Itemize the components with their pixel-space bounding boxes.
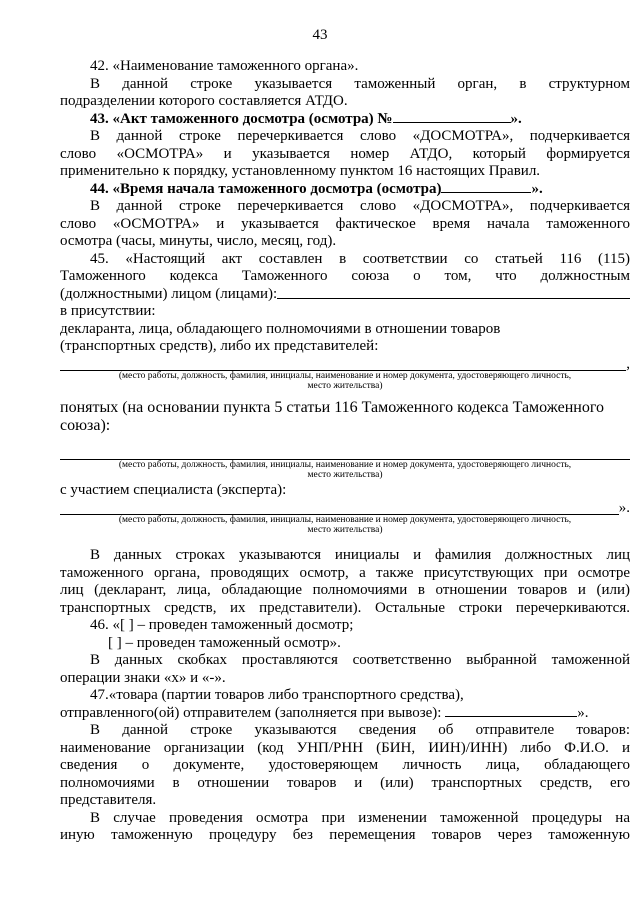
- page-number: 43: [312, 27, 328, 43]
- item-47-body-line: сведения о документе, удостоверяющем личность лица, обладающего: [60, 757, 630, 773]
- item-45-officials-line: [60, 286, 630, 304]
- witnesses-line: союза):: [60, 416, 111, 434]
- item-43-title: [60, 111, 630, 129]
- note-line: лиц (декларант, лица, обладающие полномочиями в отношении товаров и (или): [60, 582, 630, 598]
- item-45-line: 45. «Настоящий акт составлен в соответствии со статьей 116 (115): [90, 250, 630, 267]
- blank-caption-line: место жительства): [307, 469, 383, 480]
- item-47-title: 47.«товара (партии товаров либо транспортного средства),: [90, 687, 464, 703]
- note-line: В данных строках указываются инициалы и фамилия должностных лиц: [90, 547, 630, 563]
- witnesses-line: понятых (на основании пункта 5 статьи 116 Таможенного кодекса Таможенного: [60, 398, 605, 416]
- signature-blank-row: [60, 447, 630, 460]
- signature-blank-row: [60, 502, 630, 515]
- item-45-presence-line: (транспортных средств), либо их представителей:: [60, 338, 379, 354]
- fill-in-line: [277, 298, 630, 299]
- item-47-sender-line: [60, 705, 630, 723]
- item-47-body-line: полномочиями в отношении товаров и (или) транспортных средств, его: [60, 774, 630, 791]
- item-42-title: 42. «Наименование таможенного органа».: [90, 58, 359, 74]
- note-line: таможенного органа, проводящих осмотр, а также присутствующих при осмотре: [60, 564, 630, 581]
- item-43-body-line: слово «ОСМОТРА» и указывается номер АТДО, который формируется: [60, 145, 630, 162]
- item-47-close: ».: [577, 704, 589, 721]
- specialist-line: с участием специалиста (эксперта):: [60, 481, 287, 498]
- item-46-line: [ ] – проведен таможенный осмотр».: [108, 634, 341, 651]
- item-44-body-line: слово «ОСМОТРА» и указывается фактическое время начала таможенного: [60, 215, 630, 232]
- trailing-comma: ,: [626, 355, 630, 372]
- final-paragraph-line: иную таможенную процедуру без перемещения товаров через таможенную: [60, 827, 630, 843]
- item-42-body-line: В данной строке указывается таможенный орган, в структурном: [90, 75, 630, 92]
- item-47-body-line: представителя.: [60, 792, 157, 808]
- item-43-title-text: 43. «Акт таможенного досмотра (осмотра) №: [90, 110, 393, 127]
- item-43-title-close: ».: [510, 110, 522, 127]
- blank-caption-line: место жительства): [307, 525, 383, 535]
- item-45-presence-line: в присутствии:: [60, 303, 156, 319]
- blank-caption-line: (место работы, должность, фамилия, инициалы, наименование и номер документа, удостоверяющего личность,: [118, 515, 572, 525]
- item-43-body-line: В данной строке перечеркивается слово «ДОСМОТРА», подчеркивается: [90, 128, 630, 144]
- item-44-body-line: В данной строке перечеркивается слово «ДОСМОТРА», подчеркивается: [90, 198, 630, 214]
- item-44-body-line: осмотра (часы, минуты, число, месяц, год).: [60, 233, 337, 249]
- item-42-body-line: подразделении которого составляется АТДО.: [60, 93, 348, 109]
- fill-in-blank: [441, 190, 531, 193]
- trailing-close-quote: ».: [618, 500, 630, 516]
- blank-caption-line: место жительства): [307, 380, 383, 391]
- final-paragraph-line: В случае проведения осмотра при изменении таможенной процедуры на: [90, 809, 630, 826]
- item-44-title: [60, 181, 630, 199]
- fill-in-blank: [393, 120, 511, 123]
- blank-caption-line: (место работы, должность, фамилия, инициалы, наименование и номер документа, удостоверяющего личность,: [118, 459, 572, 470]
- item-44-title-text: 44. «Время начала таможенного досмотра (осмотра): [90, 180, 442, 197]
- item-44-title-close: ».: [531, 180, 543, 197]
- item-47-sender-label: отправленного(ой) отправителем (заполняется при вывозе):: [60, 704, 442, 721]
- item-46-body-line: операции знаки «х» и «-».: [60, 669, 226, 686]
- item-45-officials-label: (должностными) лицом (лицами):: [60, 285, 278, 302]
- item-46-body-line: В данных скобках проставляются соответственно выбранной таможенной: [90, 652, 630, 668]
- item-45-presence-line: декларанта, лица, обладающего полномочиями в отношении товаров: [60, 320, 501, 337]
- note-line: транспортных средств, их представители). Остальные строки перечеркиваются.: [60, 599, 630, 616]
- item-46-line: 46. «[ ] – проведен таможенный досмотр;: [90, 617, 354, 633]
- item-47-body-line: В данной строке указываются сведения об отправителе товаров:: [90, 722, 630, 738]
- fill-in-blank: [445, 714, 577, 717]
- signature-blank-row: [60, 355, 630, 372]
- blank-caption-line: (место работы, должность, фамилия, инициалы, наименование и номер документа, удостоверяющего личность,: [118, 370, 572, 381]
- item-45-line: Таможенного кодекса Таможенного союза о том, что должностным: [60, 268, 630, 284]
- item-47-body-line: наименование организации (код УНП/РНН (БИН, ИИН)/ИНН) либо Ф.И.О. и: [60, 739, 630, 756]
- item-43-body-line: применительно к порядку, установленному пунктом 16 настоящих Правил.: [60, 163, 541, 179]
